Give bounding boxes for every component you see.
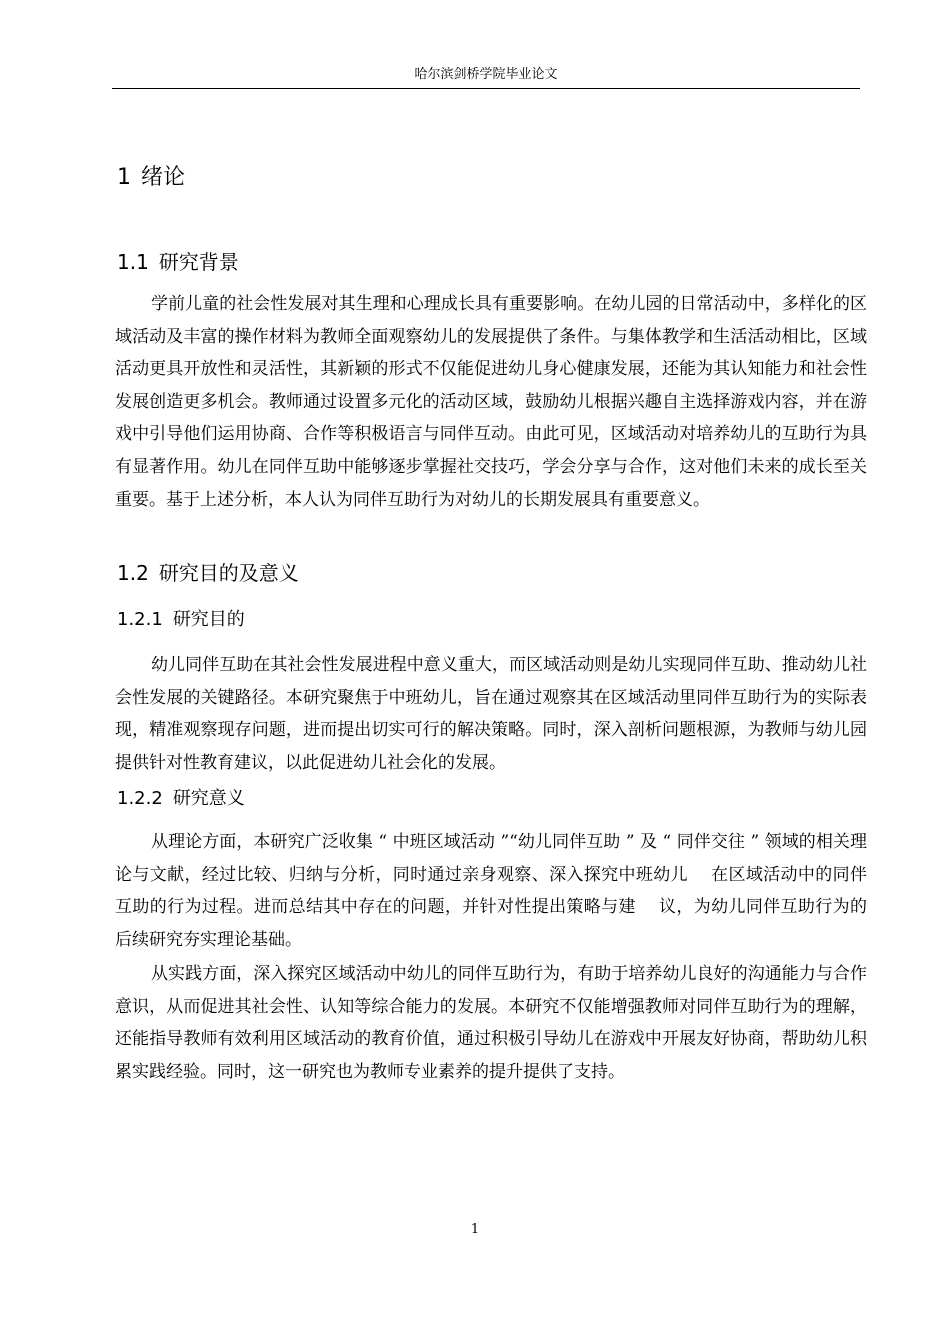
section-heading-1-2 <box>117 557 299 589</box>
section-title: 研究目的及意义 <box>158 561 299 585</box>
paragraph-research-background: 学前儿童的社会性发展对其生理和心理成长具有重要影响。在幼儿园的日常活动中，多样化的区域活动及丰富的操作材料为教师全面观察幼儿的发展提供了条件。与集体教学和生活活动相比，区域活动更具开放性和灵活性，其新颖的形式不仅能促进幼儿身心健康发展，还能为其认知能力和社会性发展创造更多机会。教师通过设置多元化的活动区域，鼓励幼儿根据兴趣自主选择游戏内容，并在游戏中引导他们运用协商、合作等积极语言与同伴互动。由此可见，区域活动对培养幼儿的互助行为具有显著作用。幼儿在同伴互助中能够逐步掌握社交技巧，学会分享与合作，这对他们未来的成长至关重要。基于上述分析，本人认为同伴互助行为对幼儿的长期发展具有重要意义。 <box>115 294 867 510</box>
chapter-number: 1 <box>117 165 131 190</box>
section-number: 1.1 <box>117 250 149 274</box>
subsection-number: 1.2.1 <box>117 609 163 630</box>
subsection-heading-1-2-2 <box>117 784 245 814</box>
subsection-title: 研究目的 <box>172 609 245 630</box>
paragraph-theoretical-significance: 从理论方面，本研究广泛收集 “ 中班区域活动 ”“幼儿同伴互助 ” 及 “ 同伴交往 ” 领域的相关理论与文献，经过比较、归纳与分析，同时通过亲身观察、深入探究中班幼儿 在区域活动中的同伴互助的行为过程。进而总结其中存在的问题，并针对性提出策略与建 议，为幼儿同伴互助行为的后续研究夯实理论基础。 <box>115 832 867 950</box>
section-heading-1-1 <box>117 246 239 278</box>
subsection-title: 研究意义 <box>172 788 245 809</box>
header-divider <box>112 88 860 89</box>
running-header: 哈尔滨剑桥学院毕业论文 <box>414 67 558 82</box>
subsection-number: 1.2.2 <box>117 788 163 809</box>
paragraph-practical-significance: 从实践方面，深入探究区域活动中幼儿的同伴互助行为，有助于培养幼儿良好的沟通能力与合作意识，从而促进其社会性、认知等综合能力的发展。本研究不仅能增强教师对同伴互助行为的理解，还能指导教师有效利用区域活动的教育价值，通过积极引导幼儿在游戏中开展友好协商，帮助幼儿积累实践经验。同时，这一研究也为教师专业素养的提升提供了支持。 <box>115 964 867 1082</box>
chapter-title: 绪论 <box>141 165 186 190</box>
chapter-heading <box>117 160 185 196</box>
section-title: 研究背景 <box>158 250 239 274</box>
subsection-heading-1-2-1 <box>117 605 245 635</box>
section-number: 1.2 <box>117 561 149 585</box>
page-number: 1 <box>470 1222 480 1237</box>
paragraph-research-purpose: 幼儿同伴互助在其社会性发展进程中意义重大，而区域活动则是幼儿实现同伴互助、推动幼儿社会性发展的关键路径。本研究聚焦于中班幼儿，旨在通过观察其在区域活动里同伴互助行为的实际表现，精准观察现存问题，进而提出切实可行的解决策略。同时，深入剖析问题根源，为教师与幼儿园提供针对性教育建议，以此促进幼儿社会化的发展。 <box>115 655 867 773</box>
